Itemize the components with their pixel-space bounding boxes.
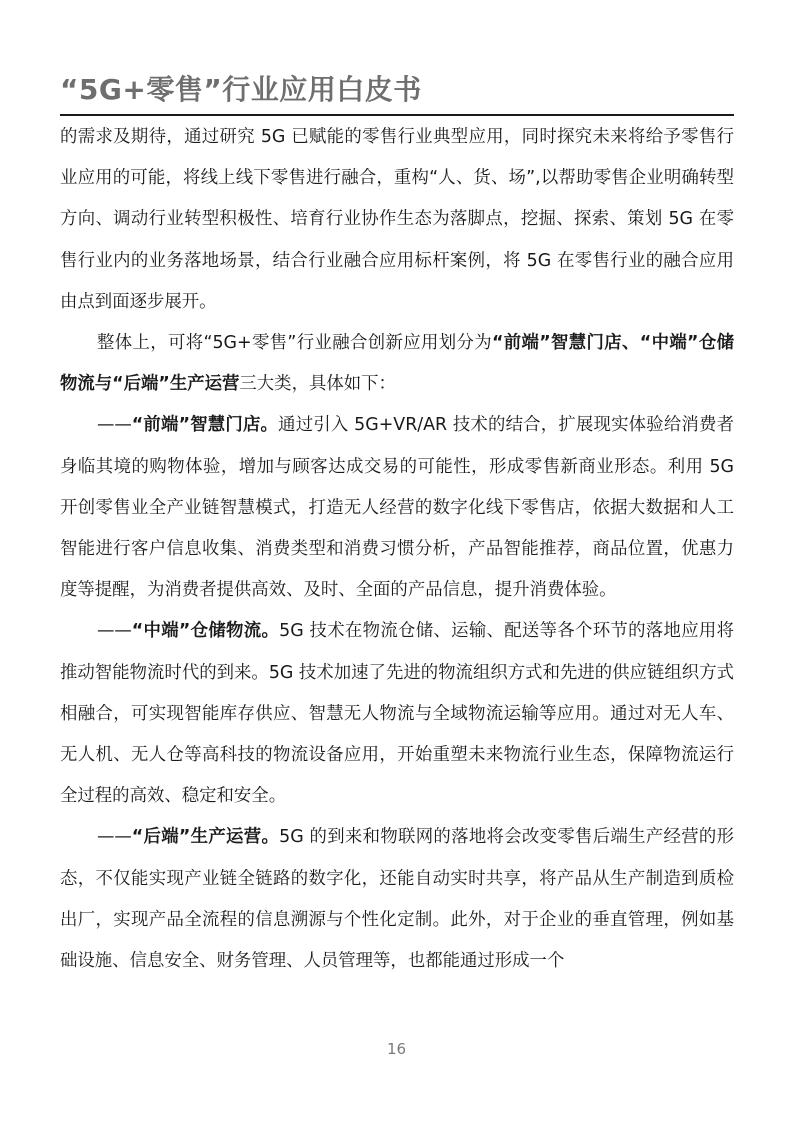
paragraph-intro	[60, 117, 734, 323]
text-segment: 的需求及期待，通过研究 5G 已赋能的零售行业典型应用，同时探究未来将给予零售行业应用的可能，将线上线下零售进行融合，重构“人、货、场”,以帮助零售企业明确转型方向、调动行业转型积极性、培育行业协作生态为落脚点，挖掘、探索、策划 5G 在零售行业内的业务落地场景，结合行业融合应用标杆案例，将 5G 在零售行业的融合应用由点到面逐步展开。	[60, 127, 734, 312]
page-header	[60, 70, 734, 110]
paragraph-middle-end	[60, 611, 734, 817]
dash-marker: ——	[97, 827, 132, 848]
text-segment: 三大类，具体如下：	[239, 374, 396, 395]
section-heading-front-end: “前端”智慧门店。	[131, 415, 279, 436]
bold-text-segment: “前端”智慧门店、“中端”仓储物流与“后端”生产运营	[60, 333, 734, 395]
section-heading-back-end: “后端”生产运营。	[131, 827, 280, 848]
text-segment: 5G 技术在物流仓储、运输、配送等各个环节的落地应用将推动智能物流时代的到来。5G 技术加速了先进的物流组织方式和先进的供应链组织方式相融合，可实现智能库存供应、智慧无人物流与全域物流运输等应用。通过对无人车、无人机、无人仓等高科技的物流设备应用，开始重塑未来物流行业生态，保障物流运行全过程的高效、稳定和安全。	[60, 621, 734, 807]
paragraph-front-end	[60, 405, 734, 611]
document-title: “5G+零售”行业应用白皮书	[60, 73, 422, 106]
text-segment: 通过引入 5G+VR/AR 技术的结合，扩展现实体验给消费者身临其境的购物体验，增加与顾客达成交易的可能性，形成零售新商业形态。利用 5G 开创零售业全产业链智慧模式，打造无人经营的数字化线下零售店，依据大数据和人工智能进行客户信息收集、消费类型和消费习惯分析，产品智能推荐，商品位置，优惠力度等提醒，为消费者提供高效、及时、全面的产品信息，提升消费体验。	[60, 415, 734, 601]
text-segment: 整体上，可将“5G+零售”行业融合创新应用划分为	[97, 333, 492, 354]
text-segment: 5G 的到来和物联网的落地将会改变零售后端生产经营的形态，不仅能实现产业链全链路的数字化，还能自动实时共享，将产品从生产制造到质检出厂，实现产品全流程的信息溯源与个性化定制。此外，对于企业的垂直管理，例如基础设施、信息安全、财务管理、人员管理等，也都能通过形成一个	[60, 827, 734, 972]
header-divider	[60, 114, 734, 116]
page-number: 16	[386, 1040, 407, 1058]
document-body	[60, 117, 734, 982]
section-heading-middle-end: “中端”仓储物流。	[131, 621, 280, 642]
paragraph-overview	[60, 323, 734, 405]
dash-marker: ——	[97, 415, 132, 436]
paragraph-back-end	[60, 817, 734, 982]
dash-marker: ——	[97, 621, 132, 642]
